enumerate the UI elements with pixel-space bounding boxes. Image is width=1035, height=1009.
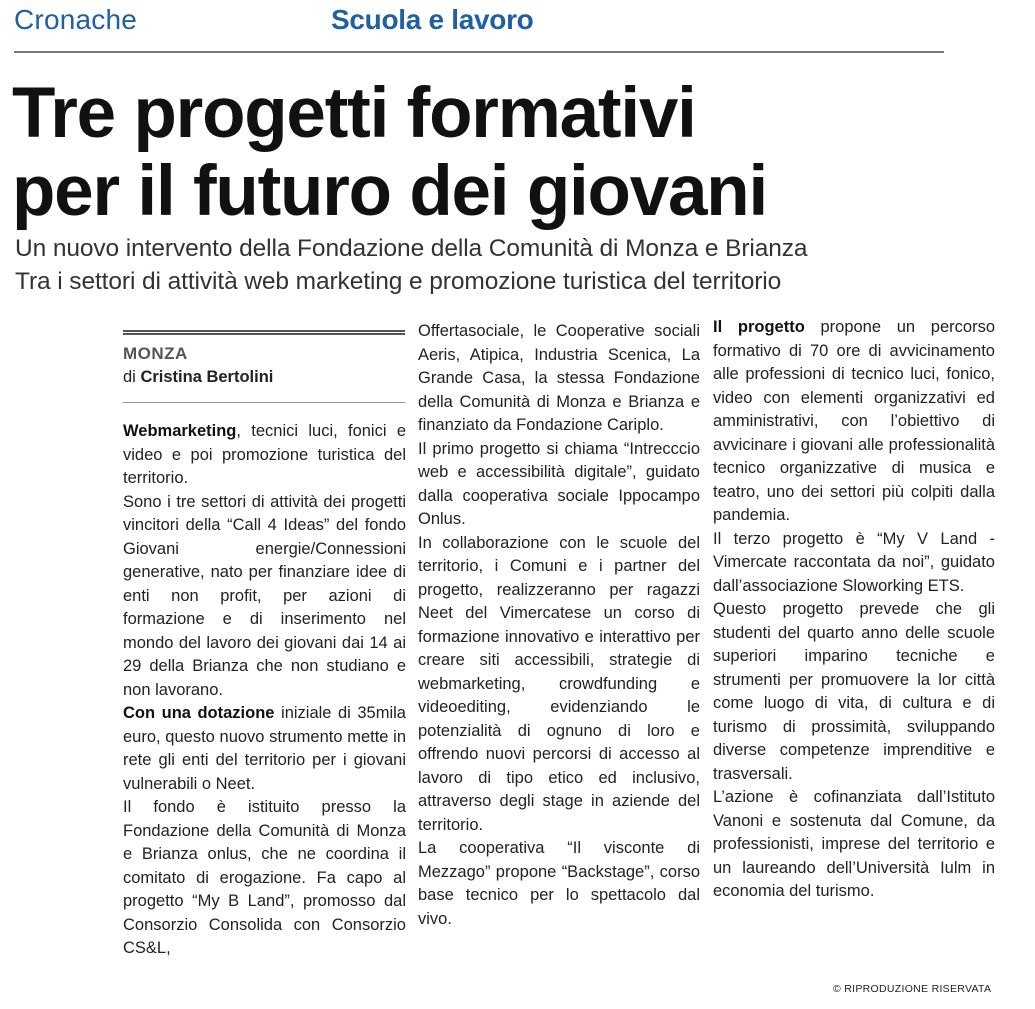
- copyright-notice: © RIPRODUZIONE RISERVATA: [833, 983, 992, 995]
- article-column-1: [123, 420, 406, 961]
- dateline: MONZA: [123, 344, 188, 363]
- headline-line-1: Tre progetti formativi: [12, 74, 696, 153]
- paragraph: [123, 702, 406, 796]
- paragraph: In collaborazione con le scuole del territorio, i Comuni e i partner del progetto, realizzeranno per ragazzi Neet del Vimercatese un corso di formazione innovativo e interattivo per creare siti accessibili, strategie di webmarketing, crowdfunding e videoediting, evidenziando le potenzialità di ognuno di loro e offrendo nuovi percorsi di accesso al lavoro di tipo etico ed inclusivo, attraverso degli stage in aziende del territorio.: [418, 533, 700, 834]
- topic-label: Scuola e lavoro: [331, 4, 534, 35]
- article-subheadline: [15, 232, 1025, 298]
- paragraph: Sono i tre settori di attività dei progetti vincitori della “Call 4 Ideas” del fondo Giovani energie/Connessioni generative, nato per finanziare idee di enti non profit, per azioni di formazione e di inserimento nel mondo del lavoro dei giovani dai 14 ai 29 della Brianza che non studiano e non lavorano.: [123, 492, 406, 699]
- byline-bottom-rule: [123, 402, 405, 403]
- subheadline-line-1: Un nuovo intervento della Fondazione della Comunità di Monza e Brianza: [15, 235, 808, 262]
- header-divider: [14, 51, 944, 53]
- paragraph-text: iniziale di 35mila euro, questo nuovo strumento mette in rete gli enti del territorio per i giovani vulnerabili o Neet.: [123, 704, 406, 793]
- paragraph: [123, 420, 406, 491]
- paragraph: Il terzo progetto è “My V Land - Vimercate raccontata da noi”, guidato dall’associazione Sloworking ETS.: [713, 529, 995, 595]
- subheadline-line-2: Tra i settori di attività web marketing e promozione turistica del territorio: [15, 268, 782, 295]
- lead-in: Con una dotazione: [123, 704, 275, 722]
- paragraph: Questo progetto prevede che gli studenti del quarto anno delle scuole superiori imparino tecniche e strumenti per promuovere la lor città come luogo di vita, di cultura e di turismo di prossimità, sviluppando diverse competenze imprenditive e trasversali.: [713, 600, 995, 783]
- paragraph: Offertasociale, le Cooperative sociali Aeris, Atipica, Industria Scenica, La Grande Casa, la stessa Fondazione della Comunità di Monza e Brianza e finanziato da Fondazione Cariplo.: [418, 322, 700, 434]
- paragraph-text: , tecnici luci, fonici e video e poi promozione turistica del territorio.: [123, 422, 406, 487]
- author-name: Cristina Bertolini: [140, 368, 274, 386]
- paragraph-text: propone un percorso formativo di 70 ore di avvicinamento alle professioni di tecnico luci, fonico, video con elementi organizzativi ed amministrativi, con l’obiettivo di avvicinare i giovani alle professionalità tecnico organizzative di musica e teatro, uno dei settori più colpiti dalla pandemia.: [713, 318, 995, 524]
- paragraph: Il fondo è istituito presso la Fondazione della Comunità di Monza e Brianza onlus, che ne coordina il comitato di erogazione. Fa capo al progetto “My B Land”, promosso dal Consorzio Consolida con Consorzio CS&L,: [123, 798, 406, 957]
- paragraph: Il primo progetto si chiama “Intrecccio web e accessibilità digitale”, guidato dalla cooperativa sociale Ippocampo Onlus.: [418, 439, 700, 528]
- article-column-2: [418, 320, 700, 931]
- article-headline: [12, 75, 1022, 231]
- paragraph: [713, 316, 995, 528]
- byline: [123, 368, 273, 387]
- lead-in: Il progetto: [713, 318, 805, 336]
- article-column-3: [713, 316, 995, 904]
- byline-top-rule: [123, 330, 405, 335]
- lead-in: Webmarketing: [123, 422, 237, 440]
- paragraph: L’azione è cofinanziata dall’Istituto Vanoni e sostenuta dal Comune, da professionisti, imprese del territorio e un laureando dell’Università Iulm in economia del turismo.: [713, 788, 995, 900]
- byline-prefix: di: [123, 368, 136, 386]
- paragraph: La cooperativa “Il visconte di Mezzago” propone “Backstage”, corso base tecnico per lo spettacolo dal vivo.: [418, 839, 700, 928]
- section-label: Cronache: [14, 4, 138, 35]
- headline-line-2: per il futuro dei giovani: [12, 152, 767, 231]
